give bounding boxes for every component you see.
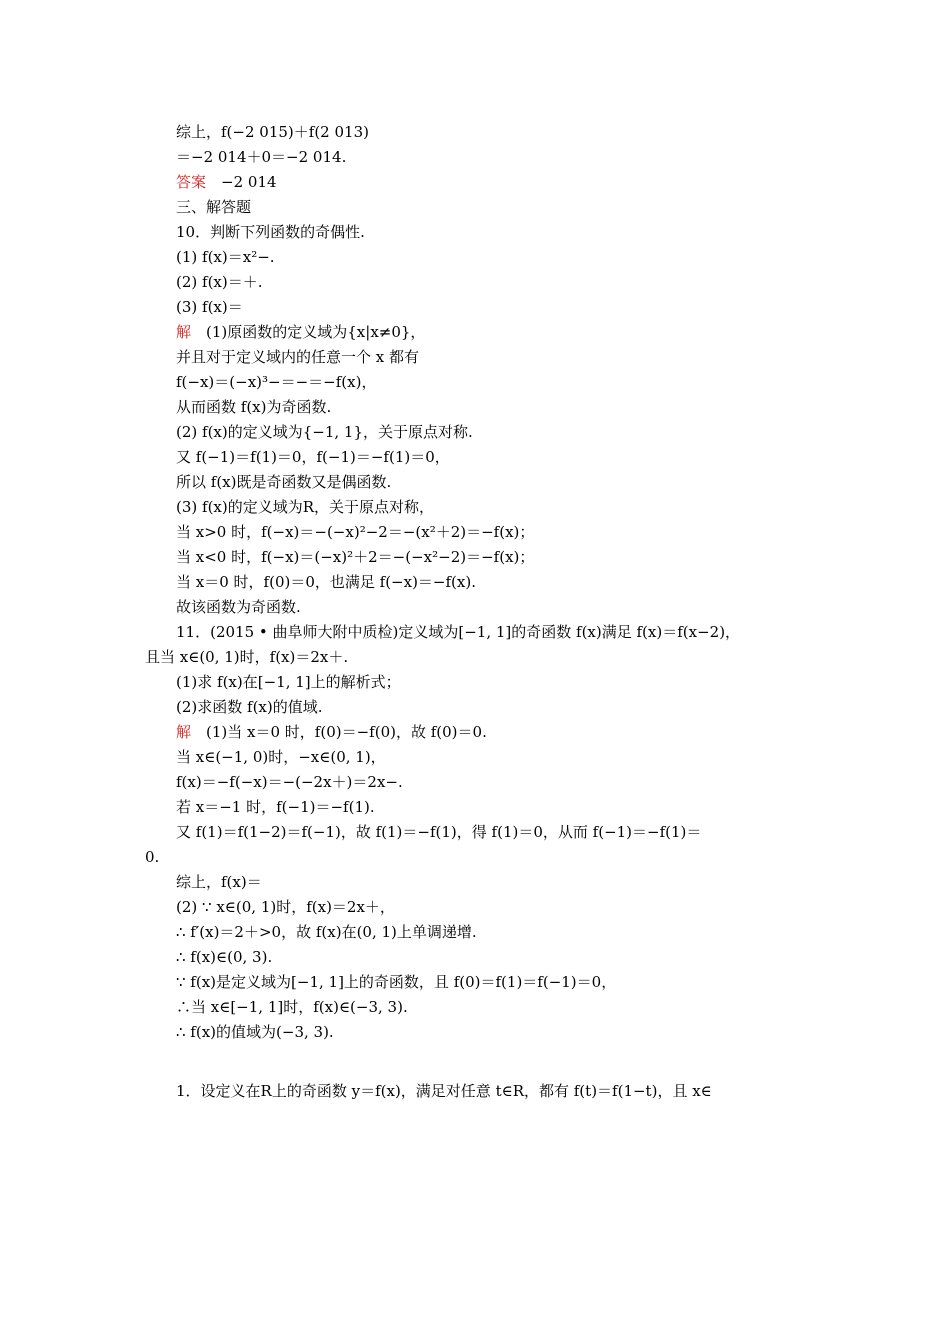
line-text: 当 x>0 时，f(−x)＝−(−x)²−2＝−(x²＋2)＝−f(x)； [176, 523, 535, 541]
line-text: 1．设定义在R上的奇函数 y＝f(x)，满足对任意 t∈R，都有 f(t)＝f(1−t)，且 x∈ [176, 1082, 712, 1100]
line-text: (2) f(x)的定义域为{−1, 1}，关于原点对称. [176, 423, 473, 441]
text-line [145, 220, 825, 245]
text-line [145, 195, 825, 220]
line-text: 三、解答题 [176, 198, 252, 216]
text-line [145, 595, 825, 620]
line-text: (1) f(x)＝x²−. [176, 248, 275, 266]
line-text: ∴ f(x)的值域为(−3, 3). [176, 1023, 334, 1041]
line-text: 又 f(1)＝f(1−2)＝f(−1)，故 f(1)＝−f(1)，得 f(1)＝0，从而 f(−1)＝−f(1)＝ [176, 823, 702, 841]
document-body [145, 120, 825, 1104]
line-text: 又 f(−1)＝f(1)＝0，f(−1)＝−f(1)＝0， [176, 448, 450, 466]
text-line [145, 745, 825, 770]
line-text: 11．(2015 • 曲阜师大附中质检)定义域为[−1, 1]的奇函数 f(x)满足 f(x)＝f(x−2)， [176, 623, 741, 641]
line-text: 0. [145, 848, 160, 866]
line-text: 所以 f(x)既是奇函数又是偶函数. [176, 473, 392, 491]
line-text: 若 x＝−1 时，f(−1)＝−f(1). [176, 798, 375, 816]
text-line [145, 1020, 825, 1045]
text-line [145, 570, 825, 595]
text-line [145, 920, 825, 945]
text-line [145, 720, 825, 745]
text-line [145, 270, 825, 295]
text-line [145, 520, 825, 545]
line-text: (3) f(x)的定义域为R，关于原点对称， [176, 498, 435, 516]
text-line [145, 370, 825, 395]
line-text: (1)求 f(x)在[−1, 1]上的解析式； [176, 673, 401, 691]
text-line [145, 795, 825, 820]
text-line [145, 470, 825, 495]
text-line [145, 870, 825, 895]
line-text: ∴当 x∈[−1, 1]时，f(x)∈(−3, 3). [176, 998, 408, 1016]
line-text: ∴ f′(x)＝2＋>0，故 f(x)在(0, 1)上单调递增. [176, 923, 477, 941]
text-line [145, 670, 825, 695]
text-line [145, 645, 825, 670]
text-line [145, 945, 825, 970]
text-line [145, 1079, 825, 1104]
line-text: 从而函数 f(x)为奇函数. [176, 398, 332, 416]
text-line [145, 245, 825, 270]
line-text: f(−x)＝(−x)³−＝−＝−f(x)， [176, 373, 377, 391]
line-text: ＝−2 014＋0＝−2 014. [176, 148, 347, 166]
line-text: (1)原函数的定义域为{x|x≠0}， [191, 323, 426, 341]
text-line [145, 1045, 825, 1079]
text-line [145, 895, 825, 920]
text-line [145, 495, 825, 520]
line-text: 故该函数为奇函数. [176, 598, 301, 616]
line-text: (1)当 x＝0 时，f(0)＝−f(0)，故 f(0)＝0. [191, 723, 487, 741]
line-text: −2 014 [206, 173, 277, 191]
line-text: (2) f(x)＝＋. [176, 273, 263, 291]
text-line [145, 545, 825, 570]
text-line [145, 770, 825, 795]
answer-label: 解 [176, 723, 192, 741]
line-text: 并且对于定义域内的任意一个 x 都有 [176, 348, 419, 366]
line-text: (2) ∵ x∈(0, 1)时，f(x)＝2x＋， [176, 898, 395, 916]
text-line [145, 320, 825, 345]
line-text: (3) f(x)＝ [176, 298, 243, 316]
text-line [145, 845, 825, 870]
line-text: (2)求函数 f(x)的值域. [176, 698, 323, 716]
text-line [145, 695, 825, 720]
line-text: ∵ f(x)是定义域为[−1, 1]上的奇函数，且 f(0)＝f(1)＝f(−1)＝0， [176, 973, 617, 991]
text-line [145, 420, 825, 445]
text-line [145, 345, 825, 370]
line-text: ∴ f(x)∈(0, 3). [176, 948, 273, 966]
text-line [145, 170, 825, 195]
line-text: 当 x＝0 时，f(0)＝0，也满足 f(−x)＝−f(x). [176, 573, 476, 591]
answer-label: 解 [176, 323, 192, 341]
line-text: 当 x<0 时，f(−x)＝(−x)²＋2＝−(−x²−2)＝−f(x)； [176, 548, 535, 566]
text-line [145, 295, 825, 320]
line-text: f(x)＝−f(−x)＝−(−2x＋)＝2x−. [176, 773, 403, 791]
text-line [145, 995, 825, 1020]
line-text: 当 x∈(−1, 0)时，−x∈(0, 1)， [176, 748, 386, 766]
answer-label: 答案 [176, 173, 207, 191]
line-text: 综上，f(−2 015)＋f(2 013) [176, 123, 369, 141]
text-line [145, 620, 825, 645]
line-text: 10．判断下列函数的奇偶性. [176, 223, 365, 241]
line-text: 且当 x∈(0, 1)时，f(x)＝2x＋. [145, 648, 349, 666]
text-line [145, 120, 825, 145]
text-line [145, 395, 825, 420]
text-line [145, 445, 825, 470]
text-line [145, 970, 825, 995]
text-line [145, 145, 825, 170]
text-line [145, 820, 825, 845]
line-text: 综上，f(x)＝ [176, 873, 262, 891]
